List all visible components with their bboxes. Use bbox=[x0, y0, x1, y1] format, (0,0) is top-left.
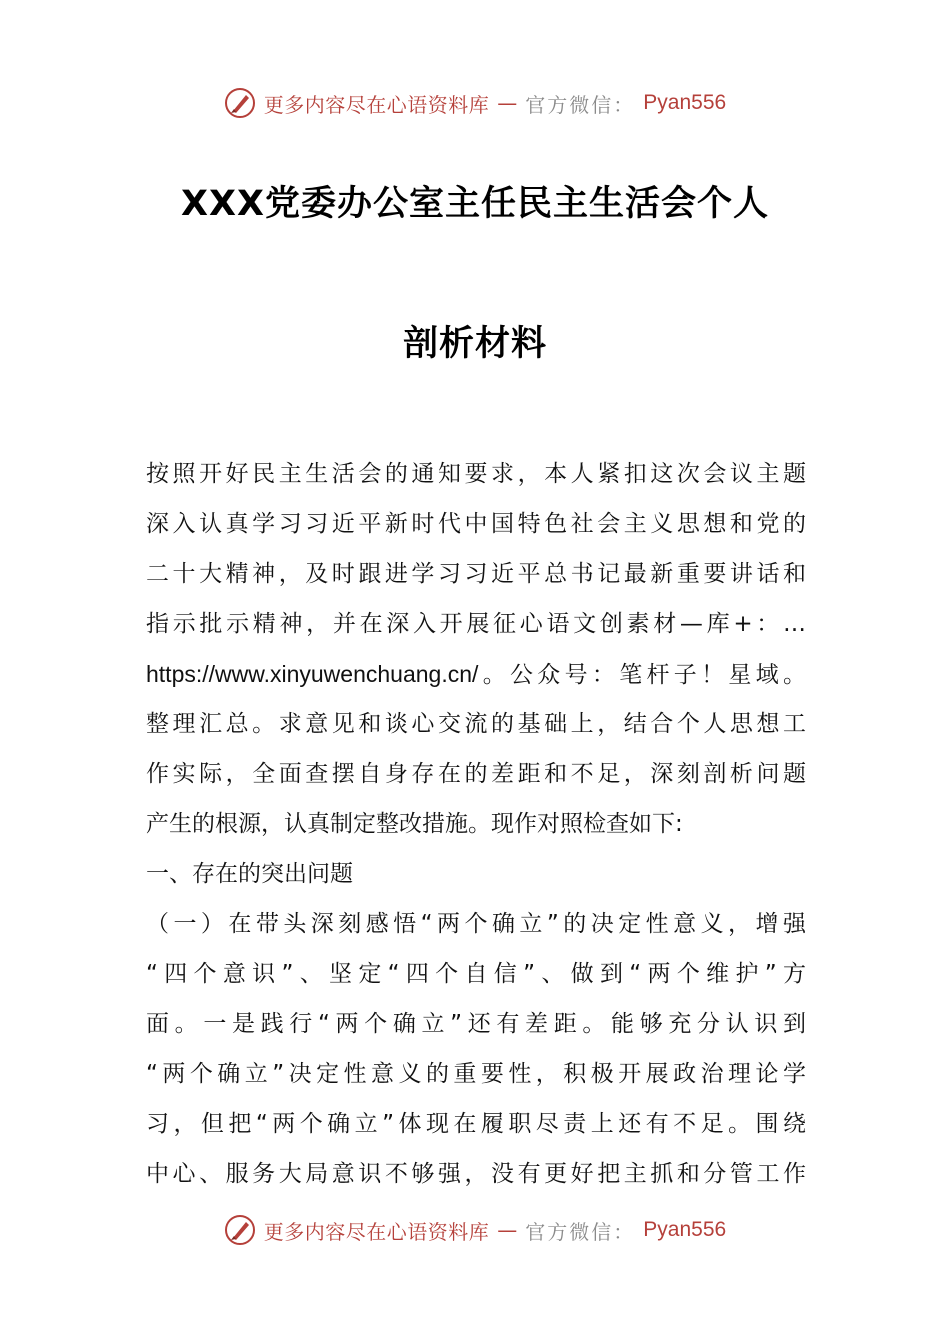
footer-watermark bbox=[0, 1210, 950, 1250]
header-watermark bbox=[0, 83, 950, 123]
body-line: 作实际，全面查摆自身存在的差距和不足，深刻剖析问题 bbox=[146, 761, 806, 787]
body-line: 二十大精神，及时跟进学习习近平总书记最新重要讲话和 bbox=[146, 561, 806, 587]
document-body bbox=[146, 449, 806, 1199]
document-title-line-1: XXX党委办公室主任民主生活会个人 bbox=[181, 184, 769, 224]
section-heading: 一、存在的突出问题 bbox=[146, 861, 353, 887]
body-line: 习，但把“两个确立”体现在履职尽责上还有不足。围绕 bbox=[146, 1111, 806, 1137]
watermark-site-text: 更多内容尽在心语资料库 bbox=[263, 92, 490, 117]
body-line: 整理汇总。求意见和谈心交流的基础上，结合个人思想工 bbox=[146, 711, 806, 737]
body-line: 指示批示精神，并在深入开展征心语文创素材—库+：… bbox=[146, 611, 806, 637]
body-line: “两个确立”决定性意义的重要性，积极开展政治理论学 bbox=[146, 1061, 806, 1087]
quill-pen-logo-icon bbox=[224, 1214, 256, 1246]
body-line: 按照开好民主生活会的通知要求，本人紧扣这次会议主题 bbox=[146, 461, 806, 487]
watermark-site-text: 更多内容尽在心语资料库 bbox=[263, 1219, 490, 1244]
watermark-wechat-id: Pyan556 bbox=[643, 1218, 727, 1241]
document-title-line-2: 剖析材料 bbox=[402, 324, 547, 364]
watermark-dash: — bbox=[497, 91, 518, 115]
body-line: （一）在带头深刻感悟“两个确立”的决定性意义，增强 bbox=[146, 911, 806, 937]
body-line: 中心、服务大局意识不够强，没有更好把主抓和分管工作 bbox=[146, 1161, 806, 1187]
watermark-official-text: 官方微信： bbox=[525, 92, 636, 117]
quill-pen-logo-icon bbox=[224, 87, 256, 119]
body-line: 产生的根源，认真制定整改措施。现作对照检查如下: bbox=[146, 811, 683, 837]
body-line: 面。一是践行“两个确立”还有差距。能够充分认识到 bbox=[146, 1011, 806, 1037]
watermark-official-text: 官方微信： bbox=[525, 1219, 636, 1244]
body-line: 深入认真学习习近平新时代中国特色社会主义思想和党的 bbox=[146, 511, 806, 537]
watermark-dash: — bbox=[497, 1218, 518, 1242]
body-line-url: https://www.xinyuwenchuang.cn/。公众号：笔杆子！星域。 bbox=[146, 661, 806, 687]
watermark-wechat-id: Pyan556 bbox=[643, 91, 727, 114]
body-line: “四个意识”、坚定“四个自信”、做到“两个维护”方 bbox=[146, 961, 806, 987]
